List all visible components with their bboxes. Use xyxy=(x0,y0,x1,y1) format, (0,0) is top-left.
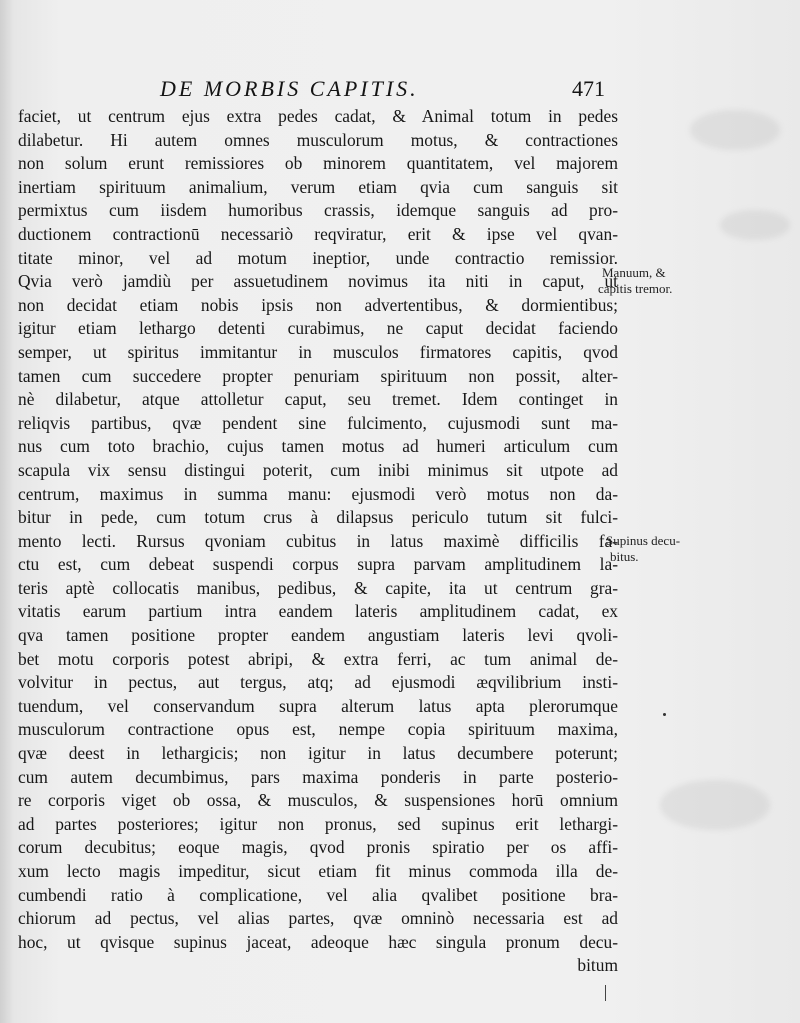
margin-note-line: Manuum, & xyxy=(602,265,666,280)
text-line: qvæ deest in lethargicis; non igitur in latus decumbere poterunt; xyxy=(18,743,618,764)
text-line: igitur etiam lethargo detenti curabimus, ne caput decidat faciendo xyxy=(18,318,618,339)
text-line: mento lecti. Rursus qvoniam cubitus in latus maximè difficilis fa- xyxy=(18,530,618,551)
text-line: cum autem decumbimus, pars maxima ponderis in parte posterio- xyxy=(18,766,618,787)
margin-note-line: Supinus decu- xyxy=(606,533,681,548)
text-line: tuendum, vel conservandum supra alterum latus apta plerorumque xyxy=(18,695,618,716)
text-line: nus cum toto brachio, cujus tamen motus ad humeri articulum cum xyxy=(18,436,618,457)
text-line: tamen cum succedere propter penuriam spirituum non possit, alter- xyxy=(18,365,618,386)
text-line: qva tamen positione propter eandem angustiam lateris levi qvoli- xyxy=(18,625,618,646)
text-line: bitur in pede, cum totum crus à dilapsus periculo tutum sit fulci- xyxy=(18,507,618,528)
text-line: teris aptè collocatis manibus, pedibus, & capite, ita ut centrum gra- xyxy=(18,577,618,598)
text-line: ad partes posteriores; igitur non pronus, sed supinus erit lethargi- xyxy=(18,813,618,834)
text-line: inertiam spirituum animalium, verum etiam qvia cum sanguis sit xyxy=(18,176,618,197)
text-line: re corporis viget ob ossa, & musculos, & suspensiones horū omnium xyxy=(18,790,618,811)
catchword: bitum xyxy=(577,955,618,976)
text-line: vitatis earum partium intra eandem lateris amplitudinem cadat, ex xyxy=(18,601,618,622)
text-line: ductionem contractionū necessariò reqviratur, erit & ipse vel qvan- xyxy=(18,223,618,244)
text-line: corum decubitus; eoque magis, qvod pronis spiratio per os affi- xyxy=(18,837,618,858)
text-line: scapula vix sensu distingui poterit, cum inibi minimus sit utpote ad xyxy=(18,459,618,480)
text-line: chiorum ad pectus, vel alias partes, qvæ omninò necessaria est ad xyxy=(18,908,618,929)
text-line: Qvia verò jamdiù per assuetudinem novimus ita niti in caput, ut xyxy=(18,271,618,292)
margin-note-tremor xyxy=(598,265,712,297)
text-line: non decidat etiam nobis ipsis non advertentibus, & dormientibus; xyxy=(18,294,618,315)
page-header xyxy=(0,70,800,104)
text-line: volvitur in pectus, aut tergus, atq; ad ejusmodi æqvilibrium insti- xyxy=(18,672,618,693)
margin-note-line: bitus. xyxy=(610,549,639,564)
text-line: ctu est, cum debeat suspendi corpus supra parvam amplitudinem la- xyxy=(18,554,618,575)
ink-mark xyxy=(605,985,606,1001)
page-number: 471 xyxy=(572,76,605,101)
text-line: non solum erunt remissiores ob minorem quantitatem, vel majorem xyxy=(18,153,618,174)
text-line: titate minor, vel ad motum ineptior, unde contractio remissior. xyxy=(18,247,618,268)
text-line: faciet, ut centrum ejus extra pedes cadat, & Animal totum in pedes xyxy=(18,106,618,126)
text-line: dilabetur. Hi autem omnes musculorum motus, & contractiones xyxy=(18,129,618,150)
margin-note-line: capitis tremor. xyxy=(598,281,673,296)
text-line: hoc, ut qvisque supinus jaceat, adeoque hæc singula pronum decu- xyxy=(18,931,618,952)
text-line: reliqvis partibus, qvæ pendent sine fulcimento, cujusmodi sunt ma- xyxy=(18,412,618,433)
ink-speck xyxy=(663,713,666,716)
text-line: nè dilabetur, atque attolletur caput, seu tremet. Idem continget in xyxy=(18,389,618,410)
running-title: DE MORBIS CAPITIS. xyxy=(160,76,419,101)
text-line: musculorum contractione opus est, nempe copia spirituum maxima, xyxy=(18,719,618,740)
text-line: cumbendi ratio à complicatione, vel alia qvalibet positione bra- xyxy=(18,884,618,905)
text-line: permixtus cum iisdem humoribus crassis, idemque sanguis ad pro- xyxy=(18,200,618,221)
body-text xyxy=(18,105,618,978)
text-line: bet motu corporis potest abripi, & extra ferri, ac tum animal de- xyxy=(18,648,618,669)
text-line: semper, ut spiritus immitantur in musculos firmatores capitis, qvod xyxy=(18,341,618,362)
margin-note-decubitus xyxy=(606,533,716,565)
text-line: xum lecto magis impeditur, sicut etiam fit minus commoda illa de- xyxy=(18,861,618,881)
text-line: centrum, maximus in summa manu: ejusmodi verò motus non da- xyxy=(18,483,618,504)
